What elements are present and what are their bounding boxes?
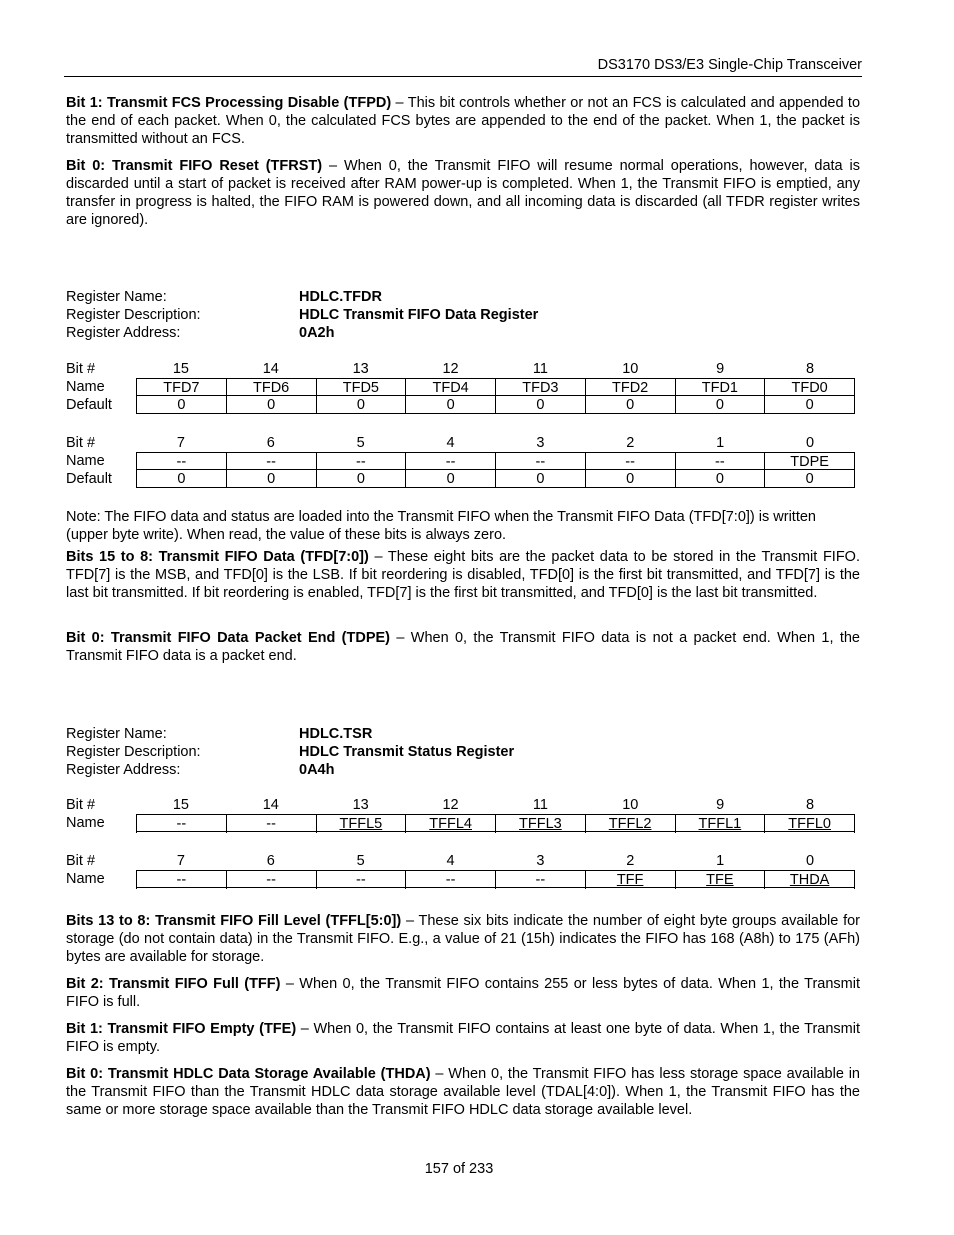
register-address: 0A2h xyxy=(299,325,335,341)
register-description-label: Register Description: xyxy=(66,307,201,323)
paragraph-tfpd: Bit 1: Transmit FCS Processing Disable (TFPD) – This bit controls whether or not an FCS is calculated and appended to the end of each packet. When 0, the calculated FCS bytes are appended to the end of the packet. When 1, the packet is transmitted without an FCS. xyxy=(66,95,861,147)
bit-name: -- xyxy=(226,453,316,471)
bit-number: 13 xyxy=(352,361,369,377)
bit-name: TFD3 xyxy=(495,379,585,397)
bit-default: 0 xyxy=(136,396,226,414)
bit-number: 1 xyxy=(716,435,725,451)
bit-name: -- xyxy=(405,871,495,889)
bit-number: 5 xyxy=(356,435,365,451)
bit-default: 0 xyxy=(316,396,406,414)
bit-number: 2 xyxy=(626,435,635,451)
paragraph-tffl: Bits 13 to 8: Transmit FIFO Fill Level (TFFL[5:0]) – These six bits indicate the number of eight byte groups available for storage (do not contain data) in the Transmit FIFO. E.g., a value of 21 (15h) indicates the FIFO has 168 (A8h) to 175 (AFh) bytes are available for storage. xyxy=(66,913,860,965)
bit-default: 0 xyxy=(764,396,855,414)
bit-name: TFF xyxy=(585,871,675,889)
bit-number: 4 xyxy=(446,853,455,869)
bit-name: -- xyxy=(495,453,585,471)
register-address-label: Register Address: xyxy=(66,325,181,341)
bit-name: -- xyxy=(585,453,675,471)
register-name-label: Register Name: xyxy=(66,726,167,742)
bit-number: 1 xyxy=(716,853,725,869)
bit-number: 2 xyxy=(626,853,635,869)
bit-number: 13 xyxy=(352,797,369,813)
register-name: HDLC.TFDR xyxy=(299,289,382,305)
bit-number: 7 xyxy=(176,853,185,869)
bit-default: 0 xyxy=(136,470,226,488)
bit-name: -- xyxy=(226,815,316,833)
bit-default: 0 xyxy=(316,470,406,488)
register-name-label: Register Name: xyxy=(66,289,167,305)
register-description: HDLC Transmit Status Register xyxy=(299,744,515,760)
bit-name: TFD1 xyxy=(675,379,765,397)
bit-number: 10 xyxy=(622,361,639,377)
bit-number: 0 xyxy=(806,853,815,869)
bit-name-label: Name xyxy=(66,815,105,831)
paragraph-tfe: Bit 1: Transmit FIFO Empty (TFE) – When 0, the Transmit FIFO contains at least one byte of data. When 1, the Transmit FIFO is empty. xyxy=(66,1021,860,1055)
bit-default: 0 xyxy=(585,470,675,488)
bit-number: 6 xyxy=(266,435,275,451)
bit-default-label: Default xyxy=(66,471,112,487)
bit-name: TFFL5 xyxy=(316,815,406,833)
paragraph-thda: Bit 0: Transmit HDLC Data Storage Available (THDA) – When 0, the Transmit FIFO has less storage space available in the Transmit FIFO than the Transmit HDLC data storage available level (TDAL[4:0]). When 1, the Transmit FIFO has the same or more storage space available than the Transmit FIFO HDLC data storage available level. xyxy=(66,1066,860,1118)
bit-number: 11 xyxy=(532,797,548,813)
register-name: HDLC.TSR xyxy=(299,726,373,742)
bit-default: 0 xyxy=(675,470,765,488)
register-header-tsr xyxy=(66,725,860,779)
bit-number-label: Bit # xyxy=(66,853,96,869)
bit-number: 15 xyxy=(172,797,189,813)
bit-default: 0 xyxy=(226,396,316,414)
bit-name: TFD5 xyxy=(316,379,406,397)
bit-number: 9 xyxy=(716,361,725,377)
bit-number: 7 xyxy=(176,435,185,451)
bit-default-label: Default xyxy=(66,397,112,413)
bit-number: 14 xyxy=(262,361,279,377)
bit-table-tfdr-high xyxy=(66,360,856,414)
bit-number: 14 xyxy=(262,797,279,813)
bit-name-label: Name xyxy=(66,379,105,395)
bit-number: 5 xyxy=(356,853,365,869)
bit-default: 0 xyxy=(675,396,765,414)
bit-name: TFE xyxy=(675,871,765,889)
paragraph-tff: Bit 2: Transmit FIFO Full (TFF) – When 0, the Transmit FIFO contains 255 or less bytes of data. When 1, the Transmit FIFO is full. xyxy=(66,976,861,1010)
bit-default: 0 xyxy=(405,470,495,488)
bit-number-label: Bit # xyxy=(66,797,96,813)
bit-default: 0 xyxy=(585,396,675,414)
paragraph-tfrst: Bit 0: Transmit FIFO Reset (TFRST) – When 0, the Transmit FIFO will resume normal operations, however, data is discarded until a start of packet is received after RAM power-up is completed. When 1, the Transmit FIFO is emptied, any transfer in progress is halted, the FIFO RAM is powered down, and all incoming data is discarded (all TFDR register writes are ignored). xyxy=(66,158,860,228)
bit-name: TFFL2 xyxy=(585,815,675,833)
bit-name-label: Name xyxy=(66,453,105,469)
bit-number: 3 xyxy=(536,435,545,451)
bit-number: 3 xyxy=(536,853,545,869)
bit-name: TDPE xyxy=(764,453,855,471)
bit-default: 0 xyxy=(226,470,316,488)
bit-number-label: Bit # xyxy=(66,435,96,451)
bit-table-tsr-high xyxy=(66,796,856,832)
bit-name: TFFL4 xyxy=(405,815,495,833)
bit-table-tsr-low xyxy=(66,852,856,888)
bit-number: 0 xyxy=(806,435,815,451)
bit-name: TFFL1 xyxy=(675,815,765,833)
bit-name: TFD6 xyxy=(226,379,316,397)
bit-name: TFD2 xyxy=(585,379,675,397)
register-address-label: Register Address: xyxy=(66,762,181,778)
bit-name: TFFL0 xyxy=(764,815,855,833)
bit-number: 8 xyxy=(806,361,815,377)
bit-number: 4 xyxy=(446,435,455,451)
bit-name: -- xyxy=(316,871,406,889)
bit-name: -- xyxy=(675,453,765,471)
bit-number-label: Bit # xyxy=(66,361,96,377)
bit-name: -- xyxy=(226,871,316,889)
paragraph-tdpe: Bit 0: Transmit FIFO Data Packet End (TDPE) – When 0, the Transmit FIFO data is not a packet end. When 1, the Transmit FIFO data is a packet end. xyxy=(66,630,860,664)
register-address: 0A4h xyxy=(299,762,335,778)
bit-number: 12 xyxy=(442,361,459,377)
bit-number: 11 xyxy=(532,361,548,377)
register-description: HDLC Transmit FIFO Data Register xyxy=(299,307,539,323)
document-header: DS3170 DS3/E3 Single-Chip Transceiver xyxy=(597,57,862,73)
register-description-label: Register Description: xyxy=(66,744,201,760)
bit-number: 10 xyxy=(622,797,639,813)
page-number: 157 of 233 xyxy=(424,1161,494,1177)
bit-number: 8 xyxy=(806,797,815,813)
bit-number: 9 xyxy=(716,797,725,813)
register-header-tfdr xyxy=(66,288,860,342)
bit-default: 0 xyxy=(764,470,855,488)
bit-name: THDA xyxy=(764,871,855,889)
bit-number: 6 xyxy=(266,853,275,869)
paragraph-note: Note: The FIFO data and status are loaded into the Transmit FIFO when the Transmit FIFO Data (TFD[7:0]) is written (upper byte write). When read, the value of these bits is always zero. xyxy=(66,509,816,543)
bit-name: -- xyxy=(405,453,495,471)
bit-default: 0 xyxy=(495,396,585,414)
bit-name: -- xyxy=(495,871,585,889)
bit-default: 0 xyxy=(495,470,585,488)
bit-name: TFD7 xyxy=(136,379,226,397)
bit-name: -- xyxy=(316,453,406,471)
bit-name-label: Name xyxy=(66,871,105,887)
bit-name: TFFL3 xyxy=(495,815,585,833)
bit-name: -- xyxy=(136,871,226,889)
paragraph-tfd: Bits 15 to 8: Transmit FIFO Data (TFD[7:0]) – These eight bits are the packet data to be stored in the Transmit FIFO. TFD[7] is the MSB, and TFD[0] is the LSB. If bit reordering is disabled, TFD[0] is the first bit transmitted, and TFD[7] is the last bit transmitted. If bit reordering is enabled, TFD[7] is the first bit transmitted, and TFD[0] is the last bit transmitted. xyxy=(66,549,860,601)
bit-name: TFD0 xyxy=(764,379,855,397)
bit-number: 12 xyxy=(442,797,459,813)
bit-name: -- xyxy=(136,453,226,471)
bit-name: -- xyxy=(136,815,226,833)
header-rule xyxy=(64,76,862,77)
bit-table-tfdr-low xyxy=(66,434,856,488)
bit-number: 15 xyxy=(172,361,189,377)
bit-name: TFD4 xyxy=(405,379,495,397)
bit-default: 0 xyxy=(405,396,495,414)
